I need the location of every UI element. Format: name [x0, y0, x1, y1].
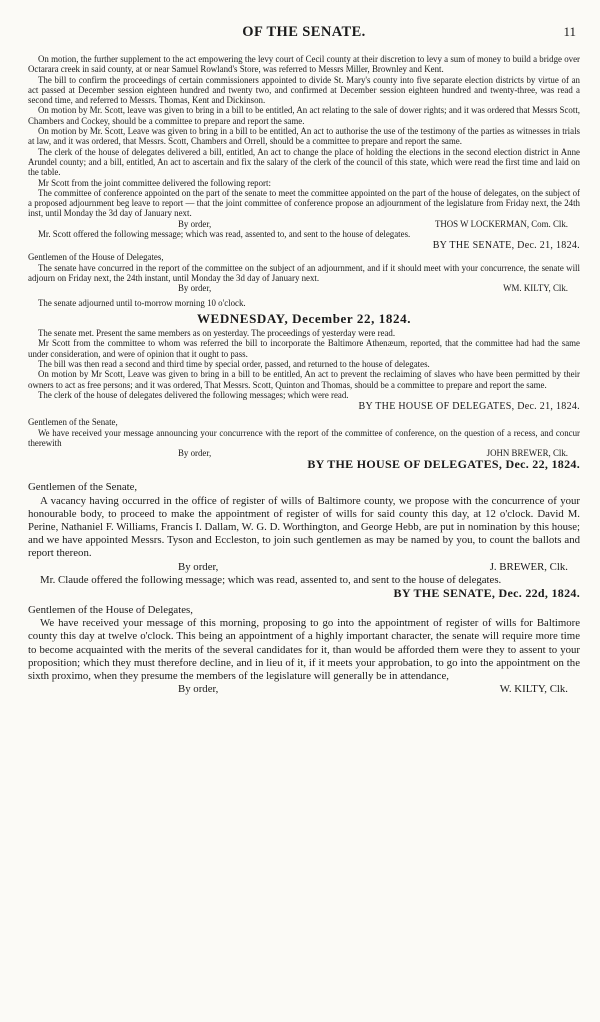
paragraph: The clerk of the house of delegates delivered the following messages; which were read. [38, 389, 349, 400]
signatory: WM. KILTY, Clk. [503, 283, 568, 294]
paragraph: The senate adjourned until to-morrow morning 10 o'clock. [38, 297, 246, 308]
paragraph: The committee of conference appointed on the part of the senate to meet the committee appointed on the part of the house of delegates, on the subject of a proposed adjournment beg leave to report — that the joint committee of conference propose an adjournment of the legislature from Friday next, the 24th inst, until Monday the 3d day of January next. [28, 187, 580, 219]
by-order: By order, [178, 218, 212, 229]
paragraph: The clerk of the house of delegates delivered a bill, entitled, An act to change the place of holding the elections in the second election district in Anne Arundel county; and a bill, entitled, An act to ascertain and fix the salary of the clerk of the council of this state, which were read the first time and laid on the table. [28, 146, 580, 178]
paragraph: On motion, the further supplement to the act empowering the levy court of Cecil county at their discretion to levy a sum of money to build a bridge over Octarara creek in said county, at or near Samuel Rowland's Store, was referred to Messrs Miller, Brownley and Kent. [28, 54, 580, 75]
signature-line [28, 561, 580, 574]
by-order: By order, [178, 448, 212, 459]
signature-line [28, 283, 580, 293]
paragraph: On motion by Mr Scott, Leave was given to bring in a bill to be entitled, An act to prevent the reclaiming of slaves who have been permitted by their owners to act as free persons; and it was ordered, That Messrs. Scott, Quinton and Thomas, should be a committee to prepare and report the same. [28, 369, 580, 390]
journal-body-large [28, 477, 580, 696]
signatory: J. BREWER, Clk. [489, 560, 568, 573]
page-number: 11 [563, 24, 576, 39]
paragraph: On motion by Mr. Scott, leave was given to bring in a bill to be entitled, An act relating to the sale of dower rights; and it was ordered that Messrs Scott, Chambers and Cockey, should be a committee to prepare and report the same. [28, 105, 580, 126]
paragraph: The senate met. Present the same members as on yesterday. The proceedings of yesterday were read. [38, 328, 396, 339]
signature-line [28, 683, 580, 696]
signatory: W. KILTY, Clk. [499, 683, 568, 696]
by-order: By order, [178, 683, 219, 696]
message-text: The senate have concurred in the report of the committee on the subject of an adjournment, and if it should meet with your concurrence, the senate will adjourn on Friday next, the 24th instant, until Monday the 3d day of January next. [28, 262, 580, 283]
signatory: JOHN BREWER, Clk. [486, 448, 568, 459]
running-header [28, 24, 580, 48]
salutation: Gentlemen of the Senate, [28, 481, 138, 494]
signature-line [28, 219, 580, 229]
dateline: BY THE HOUSE OF DELEGATES, Dec. 21, 1824. [358, 401, 580, 413]
paragraph: Mr Scott from the joint committee delivered the following report: [38, 177, 271, 188]
message-text: A vacancy having occurred in the office of register of wills of Baltimore county, we propose with the concurrence of your honourable body, to proceed to make the appointment of register of wills for said county this day, at 12 o'clock. David M. Perine, Nathaniel F. Williams, Francis I. Dallam, W. G. D. Worthington, and George Hebb, are put in nomination by this house; and we have appointed Messrs. Tyson and Eccleston, to join such gentlemen as may be named by you, to count the ballots and report thereon. [28, 494, 580, 560]
journal-body [28, 54, 580, 471]
salutation: Gentlemen of the Senate, [28, 417, 118, 428]
message-text: We have received your message announcing your concurrence with the report of the committee of conference, on the question of a recess, and concur therewith [28, 427, 580, 448]
paragraph: On motion by Mr. Scott, Leave was given to bring in a bill to be entitled, An act to authorise the use of the testimony of the parties as witnesses in trials at law, and it was ordered, that Messrs. Scott, Chambers and Orrell, should be a committee to prepare and report the same. [28, 126, 580, 147]
paragraph: Mr Scott from the committee to whom was referred the bill to incorporate the Baltimore Athenæum, reported, that the committee had had the same under consideration, and were of opinion that it ought to pass. [28, 338, 580, 359]
paragraph: Mr. Claude offered the following message; which was read, assented to, and sent to the house of delegates. [40, 573, 502, 586]
salutation: Gentlemen of the House of Delegates, [28, 252, 164, 263]
page-title: OF THE SENATE. [242, 24, 366, 40]
paragraph: Mr. Scott offered the following message; which was read, assented to, and sent to the house of delegates. [38, 229, 411, 240]
message-text: We have received your message of this morning, proposing to go into the appointment of register of wills for Baltimore county this day at twelve o'clock. This being an appointment of a highly important character, the senate will require more time to become acquainted with the merits of the several candidates for it, than would be afforded them were they to assent to your proposition; which they must therefore decline, and in lieu of it, if it meets your approbation, to go into the appointment on the sixth proximo, when they presume the members of the legislature will generally be in attendance, [28, 617, 580, 683]
dateline: BY THE SENATE, Dec. 22d, 1824. [393, 586, 580, 601]
signatory: THOS W LOCKERMAN, Com. Clk. [434, 218, 568, 229]
by-order: By order, [178, 283, 212, 294]
paragraph: The bill was then read a second and third time by special order, passed, and returned to the house of delegates. [38, 359, 430, 370]
salutation: Gentlemen of the House of Delegates, [28, 604, 193, 617]
dateline: BY THE HOUSE OF DELEGATES, Dec. 22, 1824. [307, 457, 580, 472]
dateline: BY THE SENATE, Dec. 21, 1824. [432, 240, 580, 252]
by-order: By order, [178, 560, 219, 573]
paragraph: The bill to confirm the proceedings of certain commissioners appointed to divide St. Mary's county into five separate election districts by virtue of an act passed at December session eighteen hundred and twenty two, and confirmed at December session eighteen hundred and twenty-three, was read a second time, and referred to Messrs. Thomas, Kent and Dickinson. [28, 74, 580, 106]
day-heading: WEDNESDAY, December 22, 1824. [196, 310, 412, 326]
